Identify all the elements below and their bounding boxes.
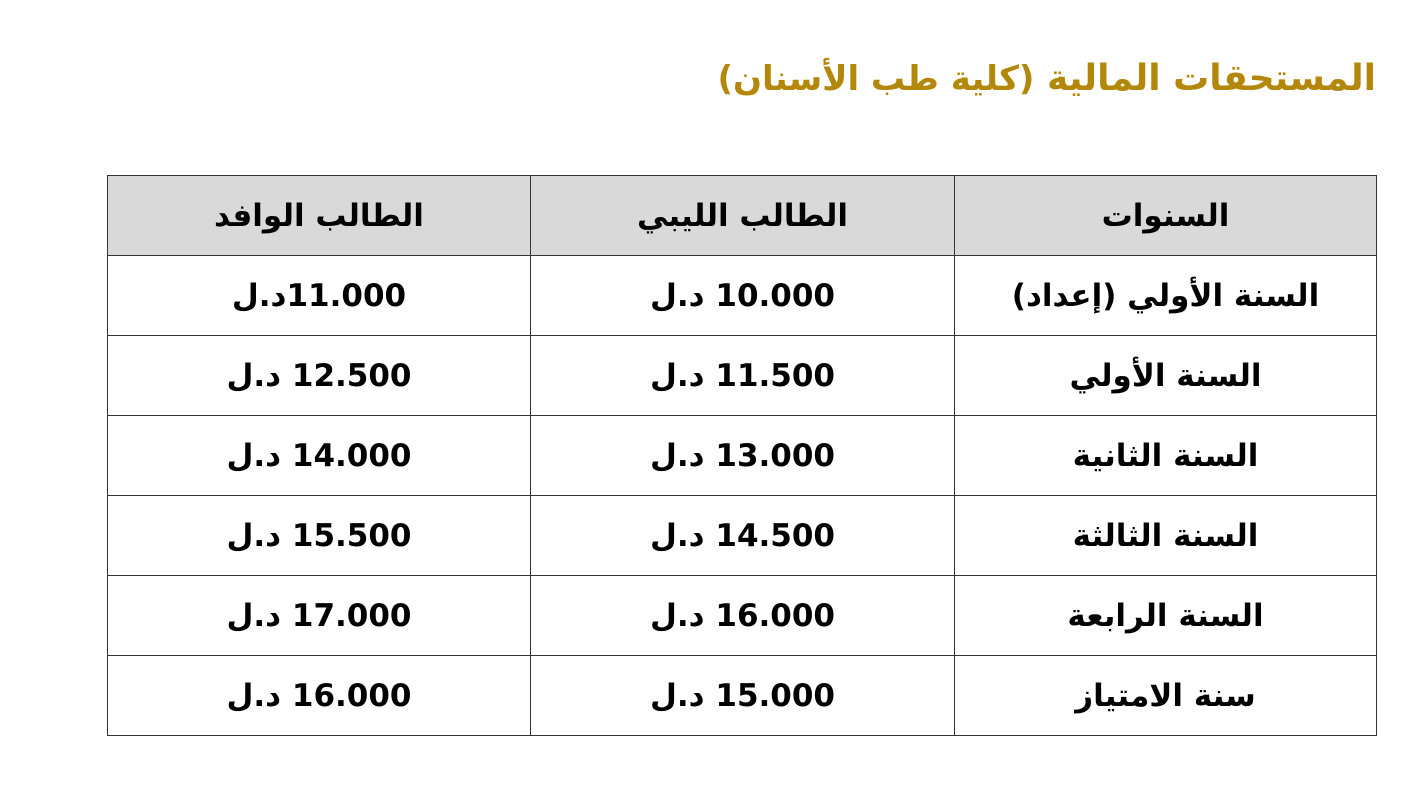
table-row: [108, 656, 1377, 736]
page-title: [717, 52, 1376, 106]
table-header-row: [108, 176, 1377, 256]
year-cell: السنة الأولي: [955, 336, 1377, 416]
libyan-fee-cell: 11.500 د.ل: [531, 336, 955, 416]
libyan-fee-cell: 16.000 د.ل: [531, 576, 955, 656]
page-title-main: المستحقات المالية: [1047, 58, 1376, 99]
foreign-fee-cell: 15.500 د.ل: [108, 496, 531, 576]
libyan-fee-cell: 13.000 د.ل: [531, 416, 955, 496]
header-foreign-student: الطالب الوافد: [108, 176, 531, 256]
table-row: [108, 336, 1377, 416]
foreign-fee-cell: 14.000 د.ل: [108, 416, 531, 496]
year-cell: سنة الامتياز: [955, 656, 1377, 736]
foreign-fee-cell: 16.000 د.ل: [108, 656, 531, 736]
table-row: [108, 416, 1377, 496]
foreign-fee-cell: 12.500 د.ل: [108, 336, 531, 416]
table-row: [108, 576, 1377, 656]
year-cell: السنة الثالثة: [955, 496, 1377, 576]
fees-table: [107, 175, 1377, 736]
foreign-fee-cell: 11.000د.ل: [108, 256, 531, 336]
libyan-fee-cell: 10.000 د.ل: [531, 256, 955, 336]
header-libyan-student: الطالب الليبي: [531, 176, 955, 256]
libyan-fee-cell: 15.000 د.ل: [531, 656, 955, 736]
table-row: [108, 256, 1377, 336]
page-title-college: (كلية طب الأسنان): [717, 59, 1035, 99]
header-years: السنوات: [955, 176, 1377, 256]
table-row: [108, 496, 1377, 576]
year-cell: السنة الأولي (إعداد): [955, 256, 1377, 336]
foreign-fee-cell: 17.000 د.ل: [108, 576, 531, 656]
libyan-fee-cell: 14.500 د.ل: [531, 496, 955, 576]
year-cell: السنة الثانية: [955, 416, 1377, 496]
year-cell: السنة الرابعة: [955, 576, 1377, 656]
